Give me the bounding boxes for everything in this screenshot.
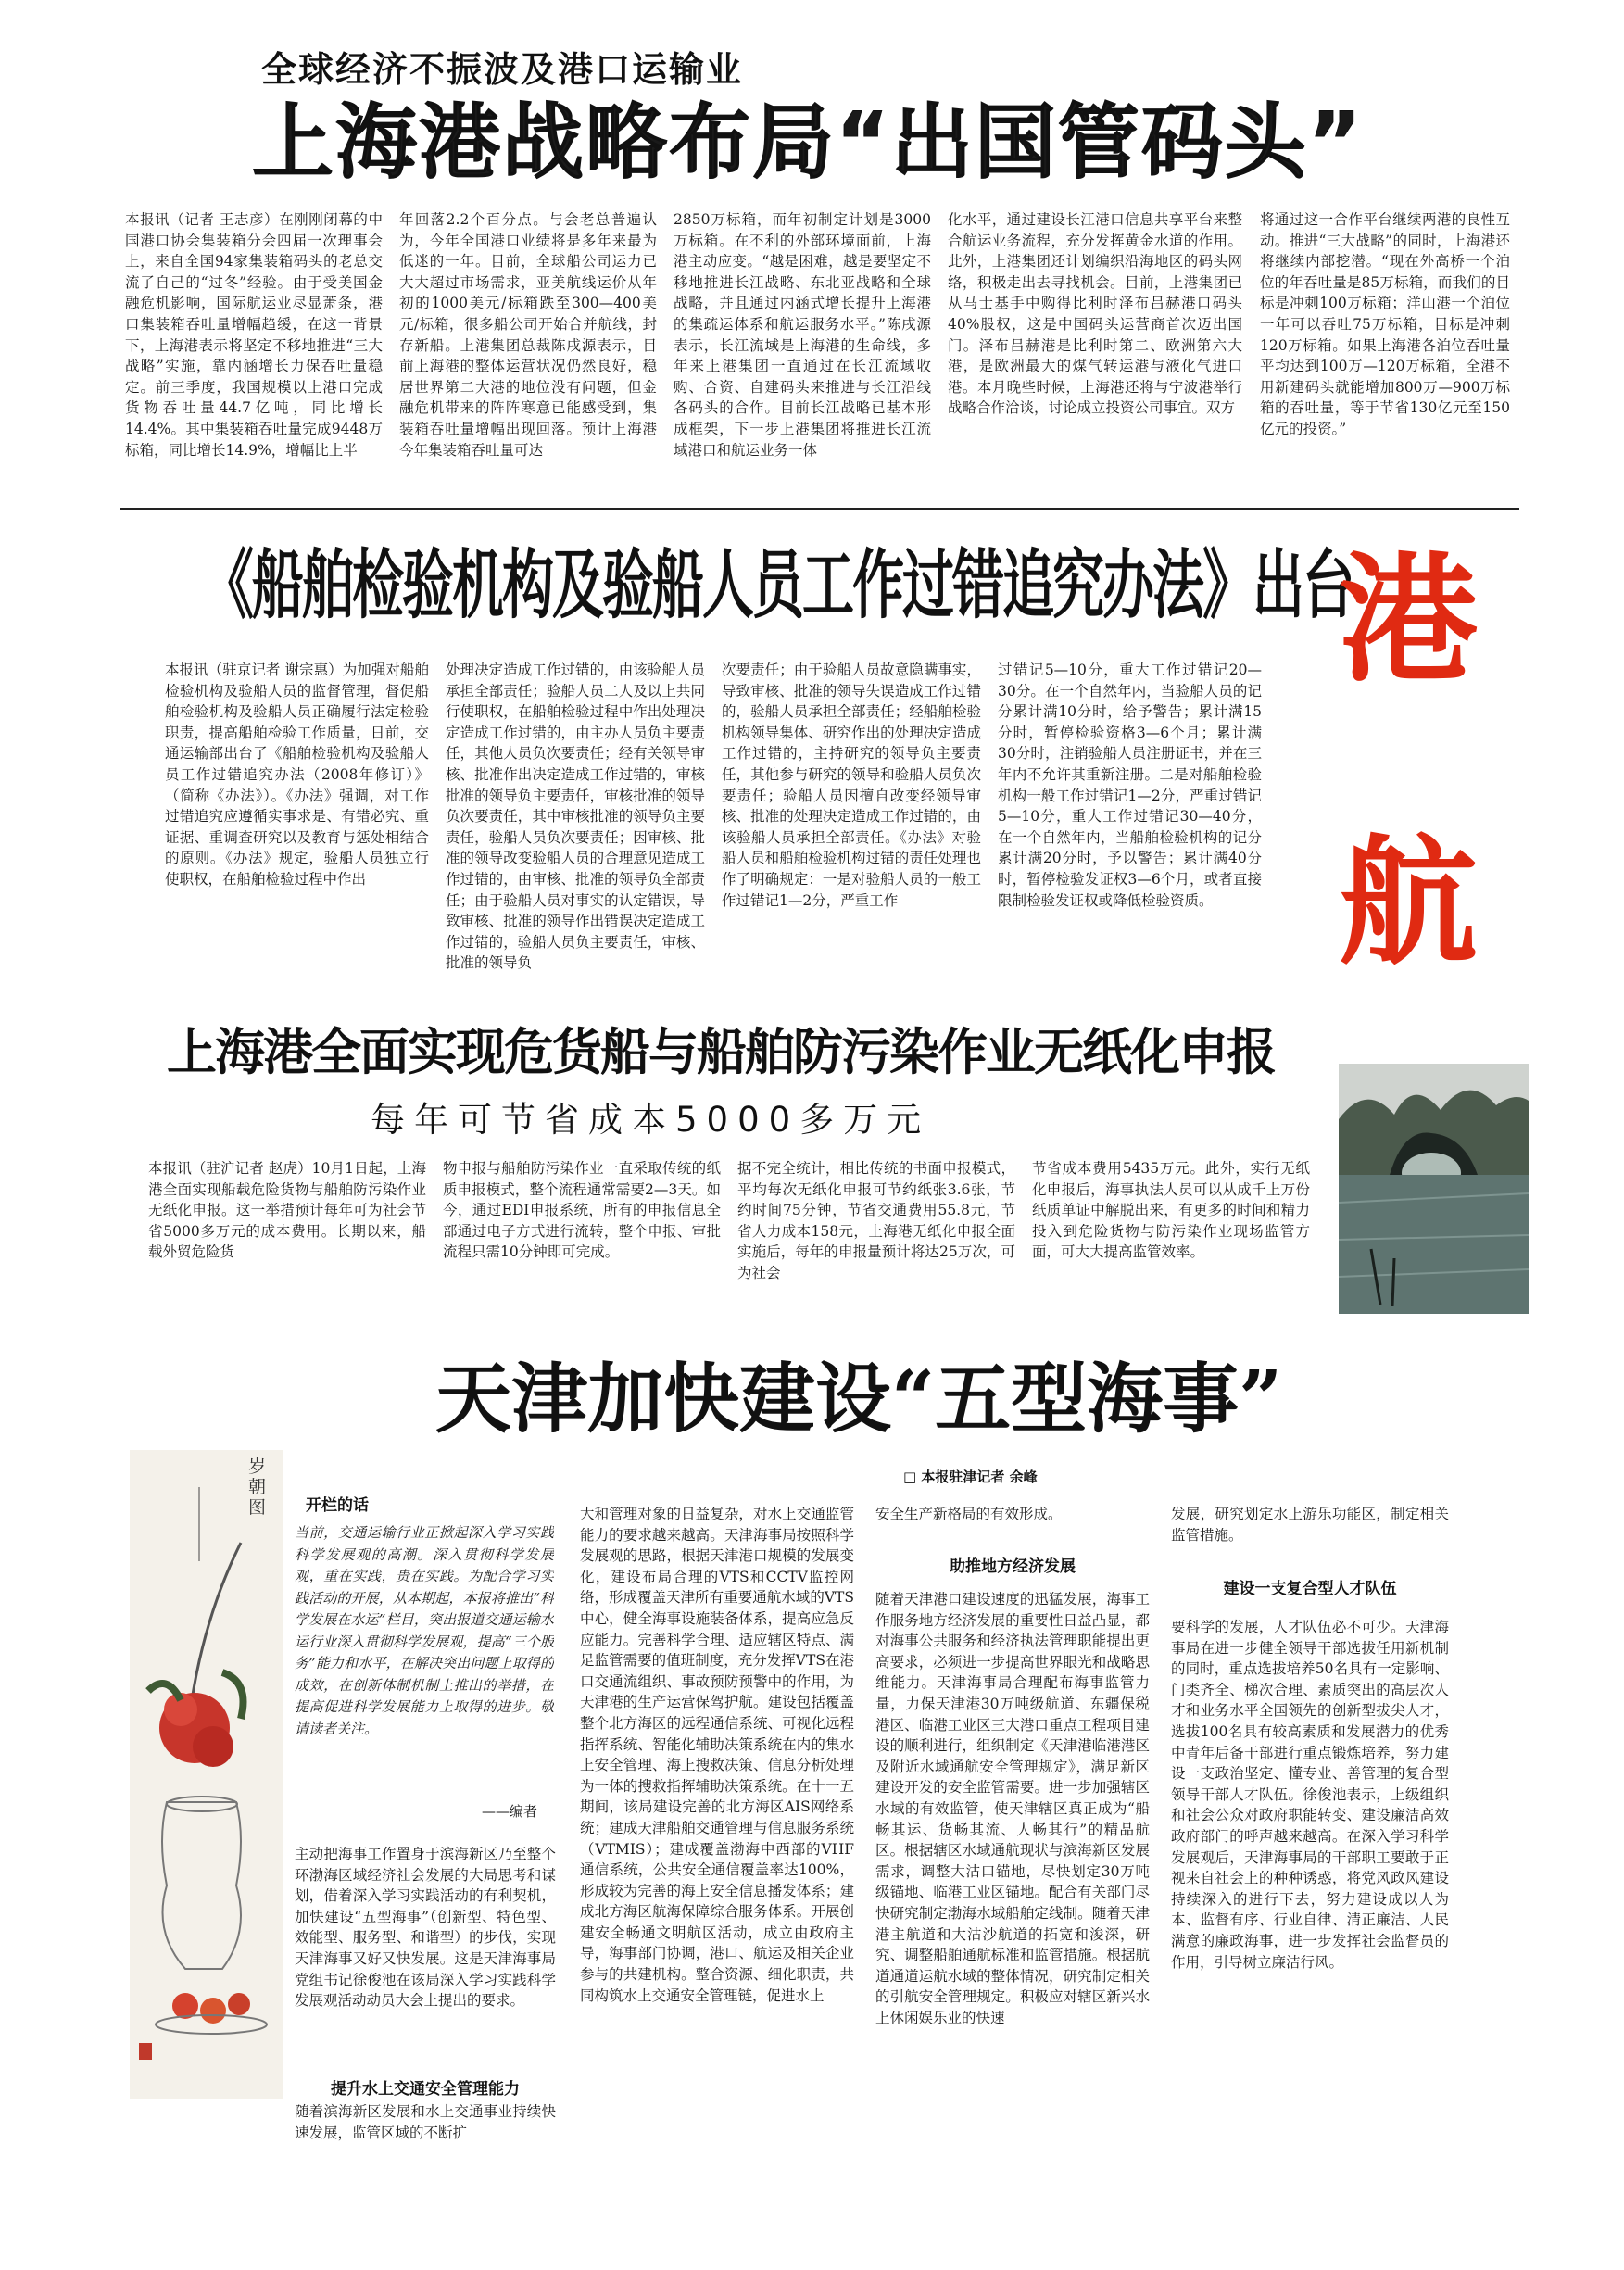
a4-col-1: 主动把海事工作置身于滨海新区乃至整个环渤海区域经济社会发展的大局思考和谋划，借着深入学习实践活动的有利契机，加快建设“五型海事”（创新型、特色型、效能型、服务型、和谐型）的步伐，实现天津海事又好又快发展。这是天津海事局党组书记徐俊池在该局深入学习实践科学发展观活动动员大会上提出的要求。	[295, 1846, 556, 2010]
a3-col-3: 据不完全统计，相比传统的书面申报模式，平均每次无纸化申报可节约纸张3.6张，节约时间75分钟，节省交通费用55.8元，节省人力成本158元，上海港无纸化申报全面实施后，每年的申报量预计将达25万次，可为社会	[737, 1160, 1015, 1281]
a4-col-4a: 发展，研究划定水上游乐功能区，制定相关监管措施。	[1171, 1506, 1449, 1544]
a4-col-3: 随着天津港口建设速度的迅猛发展，海事工作服务地方经济发展的重要性日益凸显，都对海事公共服务和经济执法管理职能提出更高要求，必须进一步提高世界眼光和战略思维能力。天津海事局合理配布海事监管力量，力保天津港30万吨级航道、东疆保税港区、临港工业区三大港口重点工程项目建设的顺利进行，组织制定《天津港临港港区及附近水域通航安全管理规定》，满足新区建设开发的安全监管需要。进一步加强辖区水域的有效监管，使天津辖区真正成为“船畅其运、货畅其流、人畅其行”的精品航区。根据辖区水域通航现状与滨海新区发展需求，调整大沽口锚地，尽快划定30万吨级锚地、临港工业区锚地。配合有关部门尽快研究制定渤海水域船舶定线制。随着天津港主航道和大沽沙航道的拓宽和浚深，研究、调整船舶通航标准和监管措施。根据航道通道运航水域的整体情况，研究制定相关的引航安全管理规定。积极应对辖区新兴水上休闲娱乐业的快速	[875, 1591, 1150, 2026]
side-char-gang: 港	[1339, 540, 1479, 701]
a1-col-2: 年回落2.2个百分点。与会老总普遍认为，今年全国港口业绩将是多年来最为低迷的一年。目前，全球船公司运力已大大超过市场需求，亚美航线运价从年初的1000美元/标箱跌至300—400美元/标箱，很多船公司开始合并航线，封存新船。上港集团总裁陈戌源表示，目前上海港的整体运营状况仍然良好，稳居世界第二大港的地位没有问题，但金融危机带来的阵阵寒意已能感受到，集装箱吞吐量增幅出现回落。预计上海港今年集装箱吞吐量可达	[399, 211, 657, 459]
a3-subhead: 每年可节省成本5000多万元	[371, 1100, 931, 1140]
a3-col-2: 物申报与船舶防污染作业一直采取传统的纸质申报模式，整个流程通常需要2—3天。如今，通过EDI申报系统，所有的申报信息全部通过电子方式进行流转，整个申报、审批流程只需10分钟即可完成。	[443, 1160, 721, 1261]
a1-bottom-rule	[120, 508, 1519, 510]
a4-sec-3: 建设一支复合型人才队伍	[1223, 1580, 1397, 1598]
a4-col-3a: 安全生产新格局的有效形成。	[875, 1506, 1063, 1522]
editor-sign: ——编者	[482, 1803, 538, 1820]
a1-col-5: 将通过这一合作平台继续两港的良性互动。推进“三大战略”的同时，上海港还将继续内部挖潜。“现在外高桥一个泊位的年吞吐量是85万标箱，而我们的目标是冲刺100万标箱；洋山港一个泊位一年可以吞吐75万标箱，目标是冲刺120万标箱。如果上海港各泊位吞吐量平均达到100万—120万标箱，全港不用新建码头就能增加800万—900万标箱的吞吐量，等于节省130亿元至150亿元的投资。”	[1260, 211, 1510, 437]
a2-headline: 《船舶检验机构及验船人员工作过错追究办法》出台	[202, 541, 1353, 630]
a4-sec-1: 提升水上交通安全管理能力	[331, 2080, 520, 2099]
a4-sec-2: 助推地方经济发展	[950, 1557, 1076, 1576]
a1-col-4: 化水平，通过建设长江港口信息共享平台来整合航运业务流程，充分发挥黄金水道的作用。此外，上港集团还计划编织沿海地区的码头网络，积极走出去寻找机会。目前，上港集团已从马士基手中购得比利时泽布吕赫港口码头40%股权，这是中国码头运营商首次迈出国门。泽布吕赫港是比利时第二、欧洲第六大港，是欧洲最大的煤气转运港与液化气进口港。本月晚些时候，上海港还将与宁波港举行战略合作洽谈，讨论成立投资公司事宜。双方	[948, 211, 1242, 417]
a2-col-4: 过错记5—10分，重大工作过错记20—30分。在一个自然年内，当验船人员的记分累计满10分时，给予警告；累计满15分时，暂停检验资格3—6个月；累计满30分时，注销验船人员注册证书，并在三年内不允许其重新注册。二是对船舶检验机构一般工作过错记1—2分，严重过错记5—10分，重大工作过错记30—40分，在一个自然年内，当船舶检验机构的记分累计满20分时，予以警告；累计满40分时，暂停检验发证权3—6个月，或者直接限制检验发证权或降低检验资质。	[998, 662, 1262, 909]
a3-col-1: 本报讯（驻沪记者 赵虎）10月1日起，上海港全面实现船载危险货物与船舶防污染作业无纸化申报。这一举措预计每年可为社会节省5000多万元的成本费用。长期以来，船载外贸危险货	[148, 1160, 426, 1261]
a2-col-2: 处理决定造成工作过错的，由该验船人员承担全部责任；验船人员二人及以上共同行使职权，在船舶检验过程中作出处理决定造成工作过错的，由主办人员负主要责任，其他人员负次要责任；经有关领导审核、批准作出决定造成工作过错的，审核批准的领导负主要责任，审核批准的领导负次要责任，其中审核批准的领导负主要责任，验船人员负次要责任；因审核、批准的领导改变验船人员的合理意见造成工作过错的，由审核、批准的领导负全部责任；由于验船人员对事实的认定错误，导致审核、批准的领导作出错误决定造成工作过错的，验船人员负主要责任，审核、批准的领导负	[446, 662, 705, 972]
peony-painting	[130, 1450, 283, 2099]
side-char-hang: 航	[1339, 823, 1479, 984]
a1-col-1: 本报讯（记者 王志彦）在刚刚闭幕的中国港口协会集装箱分会四届一次理事会上，来自全国94家集装箱码头的老总交流了自己的“过冬”经验。由于受美国金融危机影响，国际航运业尽显萧条，港口集装箱吞吐量增幅趋缓，在这一背景下，上海港表示将坚定不移地推进“三大战略”实施，靠内涵增长力保吞吐量稳定。前三季度，我国规模以上港口完成货物吞吐量44.7亿吨，同比增长14.4%。其中集装箱吞吐量完成9448万标箱，同比增长14.9%，增幅比上半	[125, 211, 383, 459]
a1-headline: 上海港战略布局“出国管码头”	[252, 95, 1364, 190]
a4-col-1b: 随着滨海新区发展和水上交通事业持续快速发展，监管区域的不断扩	[295, 2103, 556, 2141]
editor-note-title: 开栏的话	[306, 1496, 369, 1515]
a4-byline: □ 本报驻津记者 余峰	[903, 1469, 1038, 1485]
a1-kicker: 全球经济不振波及港口运输业	[261, 49, 744, 90]
river-photo	[1339, 1064, 1529, 1314]
editor-note: 当前，交通运输行业正掀起深入学习实践科学发展观的高潮。深入贯彻科学发展观，重在实践，贵在实践。为配合学习实践活动的开展，从本期起，本报将推出“科学发展在水运”栏目，突出报道交通运输水运行业深入贯彻科学发展观，提高“三个服务”能力和水平，在解决突出问题上取得的成效，在创新体制机制上推出的举措，在提高促进科学发展能力上取得的进步。敬请读者关注。	[295, 1524, 554, 1737]
a2-col-1: 本报讯（驻京记者 谢宗惠）为加强对船舶检验机构及验船人员的监督管理，督促船舶检验机构及验船人员正确履行法定检验职责，提高船舶检验工作质量，日前，交通运输部出台了《船舶检验机构及验船人员工作过错追究办法（2008年修订）》（简称《办法》）。《办法》强调，对工作过错追究应遵循实事求是、有错必究、重证据、重调查研究以及教育与惩处相结合的原则。《办法》规定，验船人员独立行使职权，在船舶检验过程中作出	[165, 662, 429, 888]
a1-col-3: 2850万标箱，而年初制定计划是3000万标箱。在不利的外部环境面前，上海港主动应变。“越是困难，越是要坚定不移地推进长江战略、东北亚战略和全球战略，并且通过内涵式增长提升上海港的集疏运体系和航运服务水平。”陈戌源表示，长江流域是上海港的生命线，多年来上港集团一直通过在长江流域收购、合资、自建码头来推进与长江沿线各码头的合作。目前长江战略已基本形成框架，下一步上港集团将推进长江流域港口和航运业务一体	[674, 211, 931, 459]
a3-headline: 上海港全面实现危货船与船舶防污染作业无纸化申报	[167, 1022, 1275, 1081]
painting-title: 岁朝图	[248, 1457, 267, 1518]
a4-col-2: 大和管理对象的日益复杂，对水上交通监管能力的要求越来越高。天津海事局按照科学发展观的思路，根据天津港口规模的发展变化，建设布局合理的VTS和CCTV监控网络，形成覆盖天津所有重要通航水域的VTS中心，健全海事设施装备体系，提高应急反应能力。完善科学合理、适应辖区特点、满足监管需要的值班制度，充分发挥VTS在港口交通流组织、事故预防预警中的作用，为天津港的生产运营保驾护航。建设包括覆盖整个北方海区的远程通信系统、可视化远程指挥系统、智能化辅助决策系统在内的集水上安全管理、海上搜救决策、信息分析处理为一体的搜救指挥辅助决策系统。在十一五期间，该局建设完善的北方海区AIS网络系统；建成天津船舶交通管理与信息服务系统（VTMIS）；建成覆盖渤海中西部的VHF通信系统，公共安全通信覆盖率达100%，形成较为完善的海上安全信息播发体系；建成北方海区航海保障综合服务体系。开展创建安全畅通文明航区活动，成立由政府主导，海事部门协调，港口、航运及相关企业参与的共建机构。整合资源、细化职责，共同构筑水上交通安全管理链，促进水上	[580, 1506, 854, 2004]
a3-col-4: 节省成本费用5435万元。此外，实行无纸化申报后，海事执法人员可以从成千上万份纸质单证中解脱出来，有更多的时间和精力投入到危险货物与防污染作业现场监管方面，可大大提高监管效率。	[1032, 1160, 1310, 1261]
a2-col-3: 次要责任；由于验船人员故意隐瞒事实，导致审核、批准的领导失误造成工作过错的，验船人员承担全部责任；经船舶检验机构领导集体、研究作出的处理决定造成工作过错的，主持研究的领导负主要责任，其他参与研究的领导和验船人员负次要责任；验船人员因擅自改变经领导审核、批准的处理决定造成工作过错的，由该验船人员承担全部责任。《办法》对验船人员和船舶检验机构过错的责任处理也作了明确规定：一是对验船人员的一般工作过错记1—2分，严重工作	[722, 662, 981, 909]
a4-col-4: 要科学的发展，人才队伍必不可少。天津海事局在进一步健全领导干部选拔任用新机制的同时，重点选拔培养50名具有一定影响、门类齐全、梯次合理、素质突出的高层次人才和业务水平全国领先的创新型拔尖人才，选拔100名具有较高素质和发展潜力的优秀中青年后备干部进行重点锻炼培养，努力建设一支政治坚定、懂专业、善管理的复合型领导干部人才队伍。徐俊池表示，上级组织和社会公众对政府职能转变、建设廉洁高效政府部门的呼声越来越高。在深入学习科学发展观后，天津海事局的干部职工要敢于正视来自社会上的种种诱惑，将党风政风建设持续深入的进行下去，努力建设成以人为本、监督有序、行业自律、清正廉洁、人民满意的廉政海事，进一步发挥社会监督员的作用，引导树立廉洁行风。	[1171, 1619, 1449, 1971]
a4-headline: 天津加快建设“五型海事”	[435, 1355, 1283, 1444]
